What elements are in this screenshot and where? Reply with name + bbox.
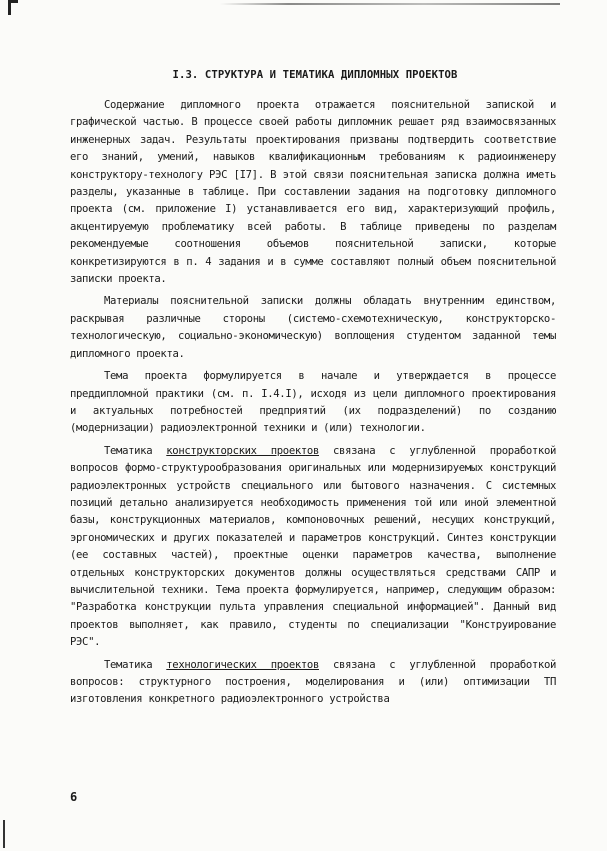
section-title: I.3. СТРУКТУРА И ТЕМАТИКА ДИПЛОМНЫХ ПРОЕКТОВ bbox=[172, 69, 458, 81]
paragraph-2: Материалы пояснительной записки должны обладать внутренним единством, раскрывая различные стороны (системо-схемотехническую, конструкторско-технологическую, социально-экономическую) воплощения студентом заданной темы дипломного проекта. bbox=[70, 295, 556, 360]
paragraph-5-lead: Тематика bbox=[104, 658, 167, 671]
body-text bbox=[70, 97, 556, 709]
scan-corner-mark bbox=[8, 0, 18, 15]
page-number: 6 bbox=[70, 790, 78, 804]
paragraph-5-rest: связана с углубленной проработкой вопросов: структурного построения, моделирования и (или) оптимизации ТП изготовления конкретного радиоэлектронного устройства bbox=[70, 658, 557, 706]
paragraph-4-rest: связана с углубленной проработкой вопросов формо-структурообразования оригинальных или модернизируемых конструкций радиоэлектронных устройств специального или бытового назначения. С системных позиций детально анализируется необходимость применения той или иной элементной базы, конструкционных материалов, компоновочных решений, несущих конструкций, эргономических и других показателей и параметров конструкций. Синтез конструкции (ее составных частей), проектные оценки параметров качества, выполнение отдельных конструкторских документов должны осуществляться средствами САПР и вычислительной техники. Тема проекта формулируется, например, следующим образом: "Разработка конструкции пульта управления специальной информацией". Данный вид проектов выполняет, как правило, студенты по специализации "Конструирование РЭС". bbox=[70, 444, 557, 649]
scan-top-rule bbox=[220, 3, 560, 5]
paragraph-3: Тема проекта формулируется в начале и утверждается в процессе преддипломной практики (см. п. I.4.I), исходя из цели дипломного проектирования и актуальных потребностей предприятий (их подразделений) по созданию (модернизации) радиоэлектронной техники и (или) технологии. bbox=[70, 370, 556, 435]
paragraph-5 bbox=[70, 657, 556, 709]
paragraph-4-lead: Тематика bbox=[104, 444, 167, 457]
paragraph-1: Содержание дипломного проекта отражается пояснительной запиской и графической частью. В процессе своей работы дипломник решает ряд взаимосвязанных инженерных задач. Результаты проектирования призваны подтвердить соответствие его знаний, умений, навыков квалификационным требованиям к радиоинженеру конструктору-технологу РЭС [I7]. В этой связи пояснительная записка должна иметь разделы, указанные в таблице. При составлении задания на подготовку дипломного проекта (см. приложение I) устанавливается его вид, характеризующий профиль, акцентируемую проблематику всей работы. В таблице приведены по разделам рекомендуемые соотношения объемов пояснительной записки, которые конкретизируются в п. 4 задания и в сумме составляют полный объем пояснительной записки проекта. bbox=[70, 99, 556, 286]
paragraph-5-term: технологических проектов bbox=[166, 658, 319, 671]
paragraph-4-term: конструкторских проектов bbox=[166, 444, 319, 457]
scan-binding-mark bbox=[3, 820, 5, 848]
paragraph-4 bbox=[70, 443, 556, 652]
